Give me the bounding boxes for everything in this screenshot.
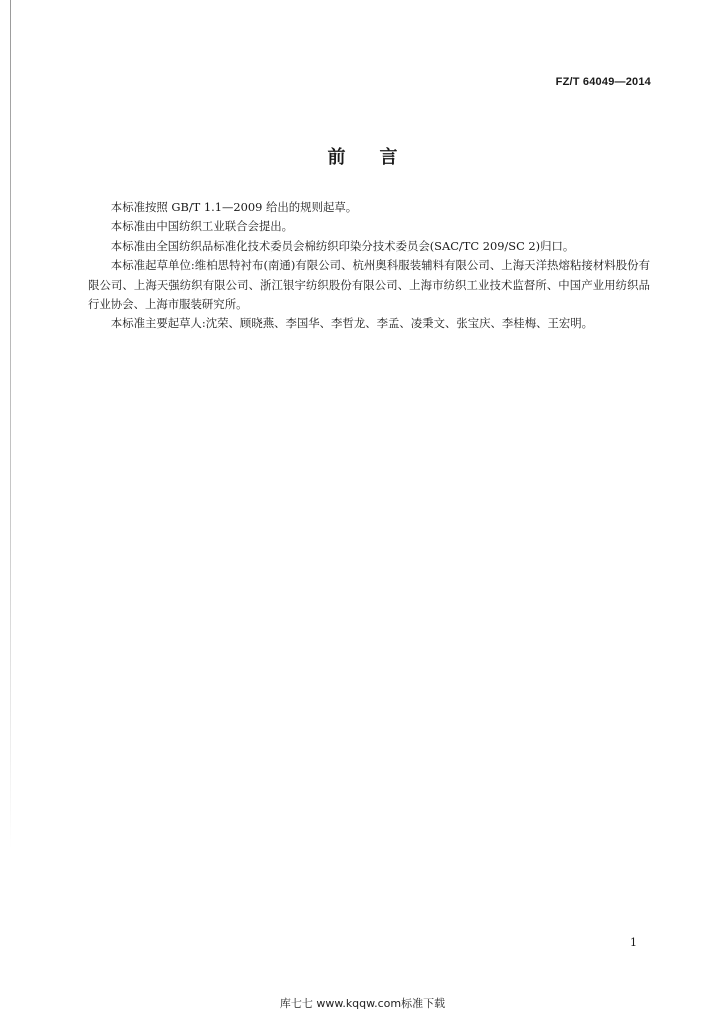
standard-code: FZ/T 64049—2014 (555, 76, 651, 88)
paragraph-drafting-units: 本标准起草单位:维柏思特衬布(南通)有限公司、杭州奥科服装辅料有限公司、上海天洋热熔粘接材料股份有限公司、上海天强纺织有限公司、浙江银宇纺织股份有限公司、上海市纺织工业技术监督所、中国产业用纺织品行业协会、上海市服装研究所。 (88, 258, 650, 312)
page-title: 前言 (327, 147, 432, 168)
paragraph-proposer: 本标准由中国纺织工业联合会提出。 (110, 219, 294, 234)
paragraph-committee: 本标准由全国纺织品标准化技术委员会棉纺织印染分技术委员会(SAC/TC 209/SC 2)归口。 (110, 238, 575, 253)
paragraph-drafting-rules: 本标准按照 GB/T 1.1—2009 给出的规则起草。 (110, 200, 358, 214)
scan-edge-line (10, 0, 11, 850)
paragraph-drafters: 本标准主要起草人:沈荣、顾晓燕、李国华、李哲龙、李孟、凌秉文、张宝庆、李桂梅、王宏明。 (110, 316, 594, 331)
foreword-body (88, 198, 650, 334)
page-number: 1 (630, 936, 637, 949)
footer-watermark: 库七七 www.kqqw.com标准下载 (279, 997, 446, 1010)
